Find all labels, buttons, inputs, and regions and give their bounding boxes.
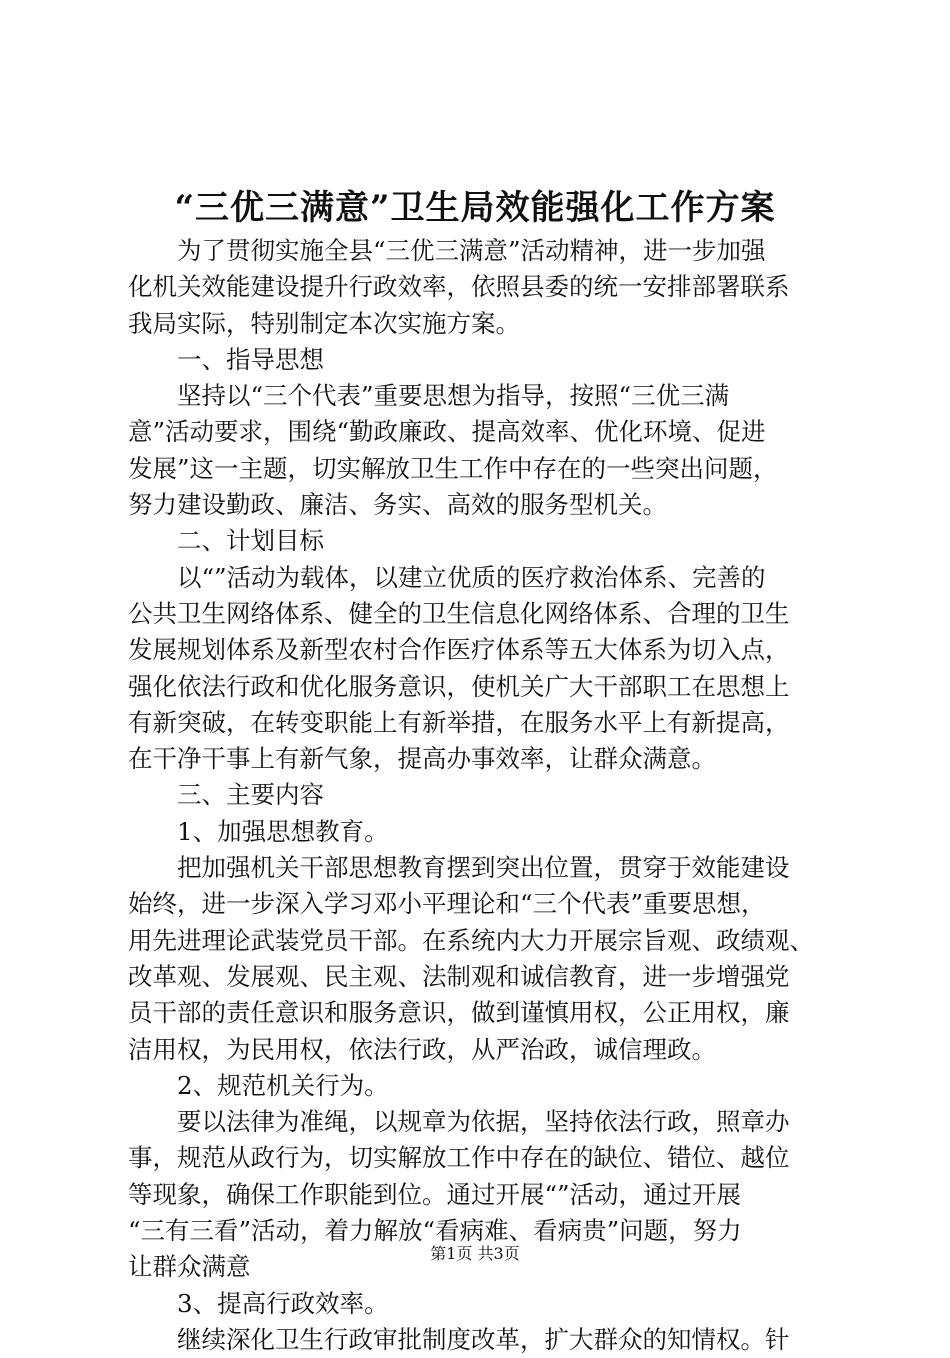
- text-line: 1、加强思想教育。: [128, 816, 389, 846]
- text-line: 让群众满意: [128, 1252, 251, 1282]
- text-line: 意”活动要求，围绕“勤政廉政、提高效率、优化环境、促进: [128, 417, 766, 447]
- text-line: 发展规划体系及新型农村合作医疗体系等五大体系为切入点，: [128, 635, 790, 665]
- text-line: 用先进理论武装党员干部。在系统内大力开展宗旨观、政绩观、: [128, 925, 814, 955]
- text-line: 2、规范机关行为。: [128, 1070, 389, 1100]
- text-line: 继续深化卫生行政审批制度改革，扩大群众的知情权。针: [128, 1324, 790, 1354]
- text-line: 等现象，确保工作职能到位。通过开展“”活动，通过开展: [128, 1179, 742, 1209]
- document-body: [128, 233, 828, 1358]
- text-line: 三、主要内容: [128, 780, 324, 810]
- document-title: “三优三满意”卫生局效能强化工作方案: [174, 188, 776, 228]
- text-line: 要以法律为准绳，以规章为依据，坚持依法行政，照章办: [128, 1107, 790, 1137]
- text-line: 一、指导思想: [128, 344, 324, 374]
- text-line: 为了贯彻实施全县“三优三满意”活动精神，进一步加强: [128, 236, 766, 265]
- text-line: 努力建设勤政、廉洁、务实、高效的服务型机关。: [128, 490, 667, 520]
- page-footer: 第1页 共3页: [430, 1244, 520, 1263]
- text-line: 发展”这一主题，切实解放卫生工作中存在的一些突出问题，: [128, 453, 778, 483]
- text-line: 3、提高行政效率。: [128, 1288, 389, 1318]
- text-line: 在干净干事上有新气象，提高办事效率，让群众满意。: [128, 744, 716, 774]
- text-line: 我局实际，特别制定本次实施方案。: [128, 308, 520, 338]
- text-line: 员干部的责任意识和服务意识，做到谨慎用权，公正用权，廉: [128, 998, 790, 1028]
- text-line: 强化依法行政和优化服务意识，使机关广大干部职工在思想上: [128, 671, 790, 701]
- text-line: 把加强机关干部思想教育摆到突出位置，贯穿于效能建设: [128, 853, 790, 883]
- text-line: 化机关效能建设提升行政效率，依照县委的统一安排部署联系: [128, 272, 790, 302]
- text-line: 改革观、发展观、民主观、法制观和诚信教育，进一步增强党: [128, 961, 790, 991]
- text-line: “三有三看”活动，着力解放“看病难、看病贵”问题，努力: [128, 1216, 742, 1246]
- text-line: 洁用权，为民用权，依法行政，从严治政，诚信理政。: [128, 1034, 716, 1064]
- text-line: 公共卫生网络体系、健全的卫生信息化网络体系、合理的卫生: [128, 598, 790, 628]
- text-line: 坚持以“三个代表”重要思想为指导，按照“三优三满: [128, 381, 730, 411]
- text-line: 始终，进一步深入学习邓小平理论和“三个代表”重要思想，: [128, 889, 766, 919]
- text-line: 二、计划目标: [128, 526, 324, 556]
- text-line: 事，规范从政行为，切实解放工作中存在的缺位、错位、越位: [128, 1143, 790, 1173]
- text-line: 以“”活动为载体，以建立优质的医疗救治体系、完善的: [128, 562, 766, 592]
- text-line: 有新突破，在转变职能上有新举措，在服务水平上有新提高，: [128, 707, 790, 737]
